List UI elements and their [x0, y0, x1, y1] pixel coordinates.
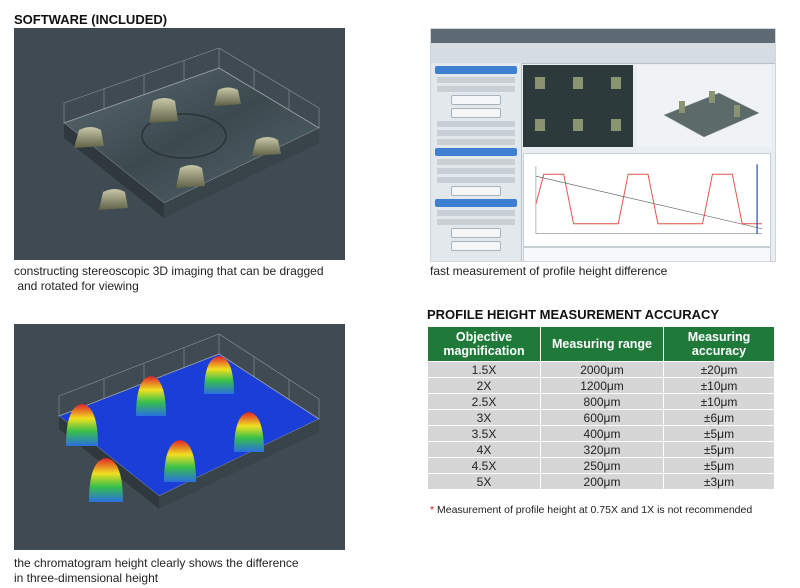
cell-accuracy: ±3μm — [664, 474, 775, 490]
caption-stereoscopic — [14, 264, 324, 294]
footnote — [430, 504, 752, 516]
cell-range: 250μm — [541, 458, 664, 474]
table-title: PROFILE HEIGHT MEASUREMENT ACCURACY — [427, 307, 720, 322]
cell-accuracy: ±10μm — [664, 394, 775, 410]
cell-magnification: 3.5X — [428, 426, 541, 442]
cell-range: 320μm — [541, 442, 664, 458]
accuracy-table — [427, 326, 775, 490]
cell-accuracy: ±20μm — [664, 362, 775, 378]
header-objective: Objective magnification — [428, 327, 541, 362]
stereoscopic-3d-view[interactable] — [14, 28, 345, 260]
cell-magnification: 5X — [428, 474, 541, 490]
section-title: SOFTWARE (INCLUDED) — [14, 12, 168, 27]
cell-magnification: 2X — [428, 378, 541, 394]
table-row — [428, 426, 775, 442]
cell-range: 200μm — [541, 474, 664, 490]
cell-accuracy: ±10μm — [664, 378, 775, 394]
caption-line: constructing stereoscopic 3D imaging that can be dragged — [14, 264, 324, 278]
cell-range: 1200μm — [541, 378, 664, 394]
cell-magnification: 4.5X — [428, 458, 541, 474]
table-row — [428, 378, 775, 394]
footnote-asterisk: * — [430, 504, 435, 516]
cell-range: 600μm — [541, 410, 664, 426]
caption-line: in three-dimensional height — [14, 571, 159, 585]
cell-range: 800μm — [541, 394, 664, 410]
profile-results-table — [523, 247, 771, 262]
cell-magnification: 2.5X — [428, 394, 541, 410]
chromatogram-3d-view[interactable] — [14, 324, 345, 550]
cell-magnification: 4X — [428, 442, 541, 458]
cell-magnification: 1.5X — [428, 362, 541, 378]
footnote-text: Measurement of profile height at 0.75X and 1X is not recommended — [434, 504, 753, 516]
table-row — [428, 458, 775, 474]
cell-range: 400μm — [541, 426, 664, 442]
cell-accuracy: ±5μm — [664, 426, 775, 442]
header-accuracy: Measuring accuracy — [664, 327, 775, 362]
software-toolbar — [431, 43, 775, 64]
sample-image-thumbnail — [523, 65, 633, 147]
caption-chromatogram — [14, 556, 299, 586]
window-titlebar — [431, 29, 775, 43]
chromatogram-height-render — [14, 324, 345, 550]
table-row — [428, 362, 775, 378]
table-row — [428, 474, 775, 490]
cell-range: 2000μm — [541, 362, 664, 378]
caption-profile-height: fast measurement of profile height difference — [430, 264, 668, 278]
caption-line: and rotated for viewing — [14, 279, 139, 293]
header-range: Measuring range — [541, 327, 664, 362]
table-row — [428, 442, 775, 458]
cell-accuracy: ±6μm — [664, 410, 775, 426]
software-screenshot — [430, 28, 776, 262]
table-header-row — [428, 327, 775, 362]
table-row — [428, 394, 775, 410]
cell-magnification: 3X — [428, 410, 541, 426]
software-left-panel — [431, 63, 522, 261]
mini-3d-render — [637, 65, 771, 147]
3d-surface-render — [14, 28, 345, 260]
table-row — [428, 410, 775, 426]
cell-accuracy: ±5μm — [664, 442, 775, 458]
profile-chart — [523, 153, 771, 247]
caption-line: the chromatogram height clearly shows the difference — [14, 556, 299, 570]
cell-accuracy: ±5μm — [664, 458, 775, 474]
